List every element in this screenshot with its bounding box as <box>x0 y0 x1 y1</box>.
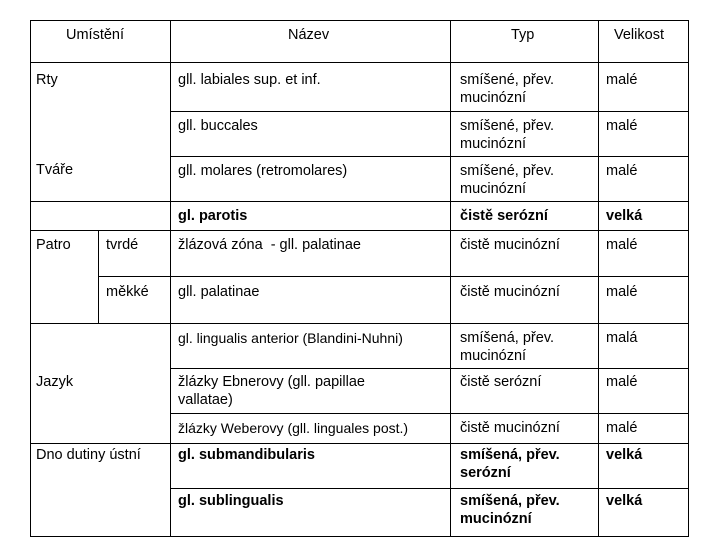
header-type: Typ <box>511 27 535 43</box>
header-name: Název <box>288 27 330 43</box>
location-patro: Patro <box>36 237 71 253</box>
row-separator <box>170 368 689 369</box>
table-border-left <box>30 20 31 537</box>
gland-size: malé <box>606 374 638 390</box>
gland-type: čistě serózní <box>460 374 542 390</box>
gland-name: gl. parotis <box>178 208 248 224</box>
gland-size: malá <box>606 330 638 346</box>
gland-type: smíšená, přev. mucinózní <box>460 493 560 527</box>
row-separator <box>170 156 689 157</box>
row-separator <box>30 443 689 444</box>
gland-name: žlázky Weberovy (gll. linguales post.) <box>178 420 409 436</box>
row-separator <box>98 276 689 277</box>
header-size: Velikost <box>614 27 664 43</box>
row-separator <box>30 62 689 63</box>
row-separator <box>30 323 689 324</box>
table-border-right <box>688 20 689 537</box>
gland-type: smíšené, přev. mucinózní <box>460 118 555 152</box>
gland-name: gll. labiales sup. et inf. <box>178 72 321 88</box>
row-separator <box>170 111 689 112</box>
gland-name: žlázky Ebnerovy (gll. papillae vallatae) <box>178 374 365 408</box>
column-separator <box>98 230 99 324</box>
gland-size: malé <box>606 237 638 253</box>
header-location: Umístění <box>66 27 125 43</box>
gland-type: čistě mucinózní <box>460 420 560 436</box>
gland-type: smíšené, přev. mucinózní <box>460 163 555 197</box>
gland-size: velká <box>606 493 643 509</box>
gland-name: gll. palatinae <box>178 284 260 300</box>
gland-name: gl. sublingualis <box>178 493 284 509</box>
gland-type: smíšená, přev. mucinózní <box>460 330 555 364</box>
row-separator <box>170 413 689 414</box>
row-separator <box>170 488 689 489</box>
gland-name: gl. lingualis anterior (Blandini-Nuhni) <box>178 330 403 346</box>
gland-type: čistě mucinózní <box>460 284 560 300</box>
table-border-top <box>30 20 689 21</box>
gland-name: gll. molares (retromolares) <box>178 163 348 179</box>
gland-name: žlázová zóna - gll. palatinae <box>178 237 361 253</box>
gland-size: malé <box>606 284 638 300</box>
gland-type: čistě mucinózní <box>460 237 560 253</box>
location-mekke: měkké <box>106 284 149 300</box>
gland-size: malé <box>606 118 638 134</box>
gland-type: čistě serózní <box>460 208 548 224</box>
gland-name: gl. submandibularis <box>178 447 315 463</box>
gland-size: malé <box>606 72 638 88</box>
column-separator <box>170 20 171 537</box>
table-border-bottom <box>30 536 689 537</box>
row-separator <box>30 201 689 202</box>
gland-size: malé <box>606 163 638 179</box>
gland-type: smíšená, přev. serózní <box>460 447 560 481</box>
location-dno: Dno dutiny ústní <box>36 447 141 463</box>
row-separator <box>30 230 689 231</box>
column-separator <box>450 20 451 537</box>
column-separator <box>598 20 599 537</box>
location-tvrde: tvrdé <box>106 237 139 253</box>
gland-size: velká <box>606 208 643 224</box>
location-rty: Rty <box>36 72 58 88</box>
gland-size: velká <box>606 447 643 463</box>
gland-type: smíšené, přev. mucinózní <box>460 72 555 106</box>
location-jazyk: Jazyk <box>36 374 74 390</box>
location-tvare: Tváře <box>36 162 74 178</box>
gland-size: malé <box>606 420 638 436</box>
gland-name: gll. buccales <box>178 118 258 134</box>
